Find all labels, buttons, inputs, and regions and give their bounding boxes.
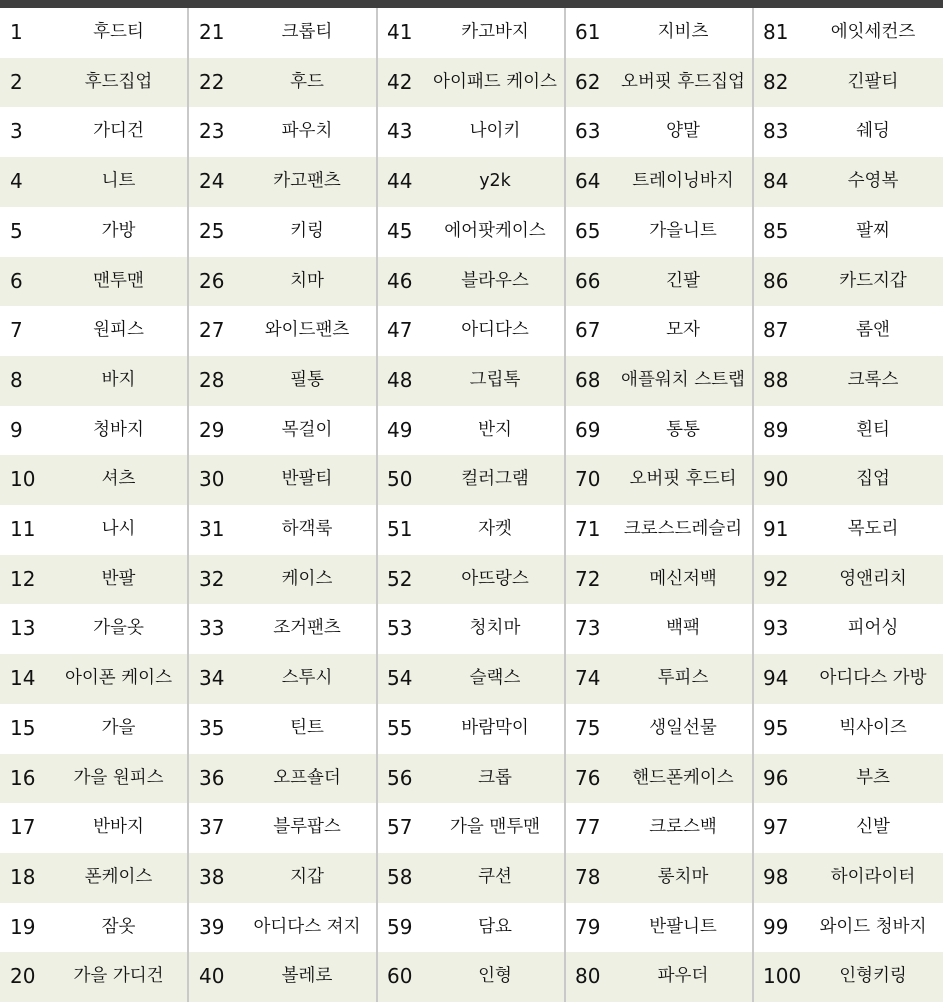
keyword-label: 가을 맨투맨 <box>449 817 541 838</box>
keyword-label: 후드 <box>290 71 324 92</box>
rank-number: 84 <box>763 169 789 194</box>
rank-number: 52 <box>387 566 413 591</box>
column-divider <box>564 8 566 1002</box>
keyword-label: 크롭 <box>478 767 512 788</box>
rank-number: 93 <box>763 616 789 641</box>
keyword-label: 잠옷 <box>101 916 136 937</box>
keyword-label: 스투시 <box>281 668 333 689</box>
rank-number: 81 <box>763 20 789 44</box>
keyword-label: 흰티 <box>856 419 890 440</box>
rank-number: 9 <box>10 417 23 442</box>
keyword-label: 부츠 <box>856 767 890 788</box>
keyword-label: 필통 <box>290 369 324 390</box>
keyword-label: 바람막이 <box>461 717 529 738</box>
keyword-label: 모자 <box>666 320 700 341</box>
keyword-label: 청바지 <box>93 419 144 440</box>
keyword-label: 에잇세컨즈 <box>830 22 916 42</box>
keyword-label: 아이폰 케이스 <box>65 668 172 689</box>
keyword-label: 생일선물 <box>649 717 717 738</box>
rank-number: 18 <box>10 864 36 889</box>
keyword-label: 키링 <box>290 220 324 241</box>
keyword-label: 하이라이터 <box>830 866 916 887</box>
rank-number: 85 <box>763 218 789 243</box>
keyword-label: 폰케이스 <box>84 866 153 887</box>
keyword-label: 애플워치 스트랩 <box>621 369 745 390</box>
rank-number: 39 <box>199 914 225 939</box>
rank-number: 46 <box>387 268 413 293</box>
rank-number: 28 <box>199 367 225 392</box>
keyword-label: 원피스 <box>93 320 144 341</box>
rank-number: 16 <box>10 765 36 790</box>
rank-number: 91 <box>763 517 789 541</box>
rank-number: 23 <box>199 119 225 144</box>
column-divider <box>187 8 189 1002</box>
rank-number: 95 <box>763 715 789 740</box>
rank-number: 74 <box>575 666 601 691</box>
keyword-label: 긴팔 <box>666 270 700 291</box>
keyword-label: 나시 <box>101 519 136 539</box>
keyword-label: 블루팝스 <box>273 817 341 838</box>
rank-number: 10 <box>10 467 36 492</box>
rank-number: 15 <box>10 715 36 740</box>
keyword-label: 파우더 <box>657 966 709 987</box>
keyword-label: 가을니트 <box>649 220 717 241</box>
keyword-label: 후드티 <box>93 22 144 42</box>
keyword-label: 반팔티 <box>281 469 333 490</box>
keyword-label: 아디다스 져지 <box>253 916 361 937</box>
rank-number: 61 <box>575 20 601 44</box>
rank-number: 92 <box>763 566 789 591</box>
rank-number: 50 <box>387 467 413 492</box>
keyword-label: 빅사이즈 <box>839 717 907 738</box>
rank-number: 62 <box>575 69 601 94</box>
rank-number: 47 <box>387 318 413 343</box>
column-divider <box>752 8 754 1002</box>
rank-number: 79 <box>575 914 601 939</box>
keyword-label: 크로스드레슬리 <box>623 519 743 539</box>
rank-number: 89 <box>763 417 789 442</box>
rank-number: 63 <box>575 119 601 144</box>
rank-number: 30 <box>199 467 225 492</box>
keyword-label: 오프숄더 <box>273 767 341 788</box>
keyword-label: 반지 <box>478 419 512 440</box>
keyword-label: 셔츠 <box>101 469 136 490</box>
rank-number: 40 <box>199 964 225 989</box>
rank-number: 24 <box>199 169 225 194</box>
rank-number: 14 <box>10 666 36 691</box>
rank-number: 70 <box>575 467 601 492</box>
rank-number: 1 <box>10 20 23 44</box>
rank-number: 48 <box>387 367 413 392</box>
rank-number: 12 <box>10 566 36 591</box>
rank-number: 25 <box>199 218 225 243</box>
keyword-label: 카드지갑 <box>839 270 907 291</box>
keyword-label: 카고바지 <box>461 22 529 42</box>
keyword-label: 투피스 <box>657 668 709 689</box>
keyword-label: 지갑 <box>290 866 324 887</box>
keyword-label: 가을옷 <box>93 618 144 639</box>
rank-number: 43 <box>387 119 413 144</box>
keyword-label: 니트 <box>101 171 136 192</box>
keyword-label: 핸드폰케이스 <box>632 767 734 788</box>
rank-number: 67 <box>575 318 601 343</box>
column-divider <box>376 8 378 1002</box>
keyword-label: 집업 <box>856 469 890 490</box>
rank-number: 77 <box>575 815 601 840</box>
rank-number: 51 <box>387 517 413 541</box>
rank-number: 82 <box>763 69 789 94</box>
keyword-label: y2k <box>479 171 511 192</box>
keyword-label: 크롭티 <box>281 22 333 42</box>
keyword-label: 가을 <box>101 717 136 738</box>
keyword-label: 신발 <box>856 817 890 838</box>
rank-number: 6 <box>10 268 23 293</box>
keyword-label: 크록스 <box>847 369 899 390</box>
keyword-label: 파우치 <box>281 121 333 142</box>
keyword-label: 컬러그램 <box>461 469 529 490</box>
keyword-label: 케이스 <box>281 568 333 589</box>
rank-number: 22 <box>199 69 225 94</box>
keyword-label: 반팔니트 <box>649 916 717 937</box>
keyword-label: 영앤리치 <box>839 568 907 589</box>
keyword-label: 지비츠 <box>657 22 709 42</box>
rank-number: 27 <box>199 318 225 343</box>
keyword-label: 오버핏 후드집업 <box>621 71 745 92</box>
keyword-label: 쉐딩 <box>856 121 890 142</box>
keyword-label: 팔찌 <box>856 220 890 241</box>
rank-number: 97 <box>763 815 789 840</box>
keyword-label: 백팩 <box>666 618 700 639</box>
rank-number: 34 <box>199 666 225 691</box>
keyword-label: 치마 <box>290 270 324 291</box>
rank-number: 44 <box>387 169 413 194</box>
rank-number: 66 <box>575 268 601 293</box>
rank-number: 53 <box>387 616 413 641</box>
rank-number: 72 <box>575 566 601 591</box>
rank-number: 88 <box>763 367 789 392</box>
keyword-label: 아이패드 케이스 <box>433 71 557 92</box>
rank-number: 90 <box>763 467 789 492</box>
keyword-label: 아디다스 <box>461 320 529 341</box>
rank-number: 42 <box>387 69 413 94</box>
keyword-label: 가을 원피스 <box>73 767 164 788</box>
keyword-label: 맨투맨 <box>93 270 144 291</box>
keyword-label: 자켓 <box>478 519 512 539</box>
rank-number: 7 <box>10 318 23 343</box>
rank-number: 59 <box>387 914 413 939</box>
keyword-label: 인형키링 <box>839 966 907 987</box>
rank-number: 21 <box>199 20 225 44</box>
keyword-label: 피어싱 <box>847 618 899 639</box>
rank-number: 83 <box>763 119 789 144</box>
rank-number: 29 <box>199 417 225 442</box>
rank-number: 37 <box>199 815 225 840</box>
keyword-label: 쿠션 <box>478 866 512 887</box>
rank-number: 64 <box>575 169 601 194</box>
rank-number: 94 <box>763 666 789 691</box>
rank-number: 75 <box>575 715 601 740</box>
keyword-label: 가디건 <box>93 121 144 142</box>
rank-number: 68 <box>575 367 601 392</box>
rank-number: 49 <box>387 417 413 442</box>
keyword-label: 와이드 청바지 <box>819 916 927 937</box>
rank-number: 4 <box>10 169 23 194</box>
rank-number: 17 <box>10 815 36 840</box>
rank-number: 8 <box>10 367 23 392</box>
rank-number: 13 <box>10 616 36 641</box>
rank-number: 69 <box>575 417 601 442</box>
rank-number: 78 <box>575 864 601 889</box>
keyword-label: 틴트 <box>290 717 324 738</box>
keyword-label: 크로스백 <box>649 817 717 838</box>
rank-number: 36 <box>199 765 225 790</box>
keyword-label: 오버핏 후드티 <box>629 469 737 490</box>
keyword-label: 롱치마 <box>657 866 709 887</box>
keyword-label: 담요 <box>478 916 512 937</box>
rank-number: 54 <box>387 666 413 691</box>
rank-number: 76 <box>575 765 601 790</box>
rank-number: 58 <box>387 864 413 889</box>
rank-number: 87 <box>763 318 789 343</box>
rank-number: 73 <box>575 616 601 641</box>
keyword-label: 에어팟케이스 <box>444 220 546 241</box>
keyword-label: 인형 <box>478 966 512 987</box>
keyword-label: 목걸이 <box>281 419 333 440</box>
keyword-label: 가을 가디건 <box>73 966 164 987</box>
keyword-label: 메신저백 <box>649 568 717 589</box>
rank-number: 11 <box>10 517 36 541</box>
rank-number: 86 <box>763 268 789 293</box>
keyword-label: 수영복 <box>847 171 899 192</box>
rank-number: 60 <box>387 964 413 989</box>
keyword-label: 슬랙스 <box>469 668 521 689</box>
rank-number: 33 <box>199 616 225 641</box>
rank-number: 26 <box>199 268 225 293</box>
rank-number: 100 <box>763 964 802 989</box>
keyword-label: 와이드팬츠 <box>264 320 350 341</box>
keyword-label: 후드집업 <box>84 71 153 92</box>
keyword-label: 긴팔티 <box>847 71 899 92</box>
keyword-label: 통통 <box>666 419 700 440</box>
keyword-label: 그립톡 <box>469 369 521 390</box>
rank-number: 20 <box>10 964 36 989</box>
keyword-label: 가방 <box>101 220 136 241</box>
rank-number: 38 <box>199 864 225 889</box>
rank-number: 5 <box>10 218 23 243</box>
keyword-label: 블라우스 <box>461 270 529 291</box>
rank-number: 99 <box>763 914 789 939</box>
rank-number: 98 <box>763 864 789 889</box>
rank-number: 55 <box>387 715 413 740</box>
rank-number: 80 <box>575 964 601 989</box>
keyword-label: 반바지 <box>93 817 144 838</box>
rank-number: 96 <box>763 765 789 790</box>
keyword-label: 청치마 <box>469 618 521 639</box>
keyword-label: 나이키 <box>469 121 521 142</box>
rank-number: 71 <box>575 517 601 541</box>
rank-number: 35 <box>199 715 225 740</box>
keyword-label: 롬앤 <box>856 320 890 341</box>
keyword-label: 조거팬츠 <box>273 618 341 639</box>
rank-number: 19 <box>10 914 36 939</box>
rank-number: 2 <box>10 69 23 94</box>
rank-number: 45 <box>387 218 413 243</box>
rank-number: 3 <box>10 119 23 144</box>
keyword-label: 볼레로 <box>281 966 333 987</box>
keyword-ranking-table <box>0 8 943 1002</box>
rank-number: 65 <box>575 218 601 243</box>
keyword-label: 반팔 <box>101 568 136 589</box>
keyword-label: 아뜨랑스 <box>461 568 529 589</box>
keyword-label: 바지 <box>101 369 136 390</box>
top-bar <box>0 0 943 8</box>
rank-number: 41 <box>387 20 413 44</box>
rank-number: 57 <box>387 815 413 840</box>
keyword-label: 목도리 <box>847 519 899 539</box>
keyword-label: 카고팬츠 <box>273 171 341 192</box>
rank-number: 56 <box>387 765 413 790</box>
rank-number: 31 <box>199 517 225 541</box>
keyword-label: 트레이닝바지 <box>632 171 734 192</box>
rank-number: 32 <box>199 566 225 591</box>
keyword-label: 하객룩 <box>281 519 333 539</box>
keyword-label: 아디다스 가방 <box>819 668 927 689</box>
keyword-label: 양말 <box>666 121 700 142</box>
